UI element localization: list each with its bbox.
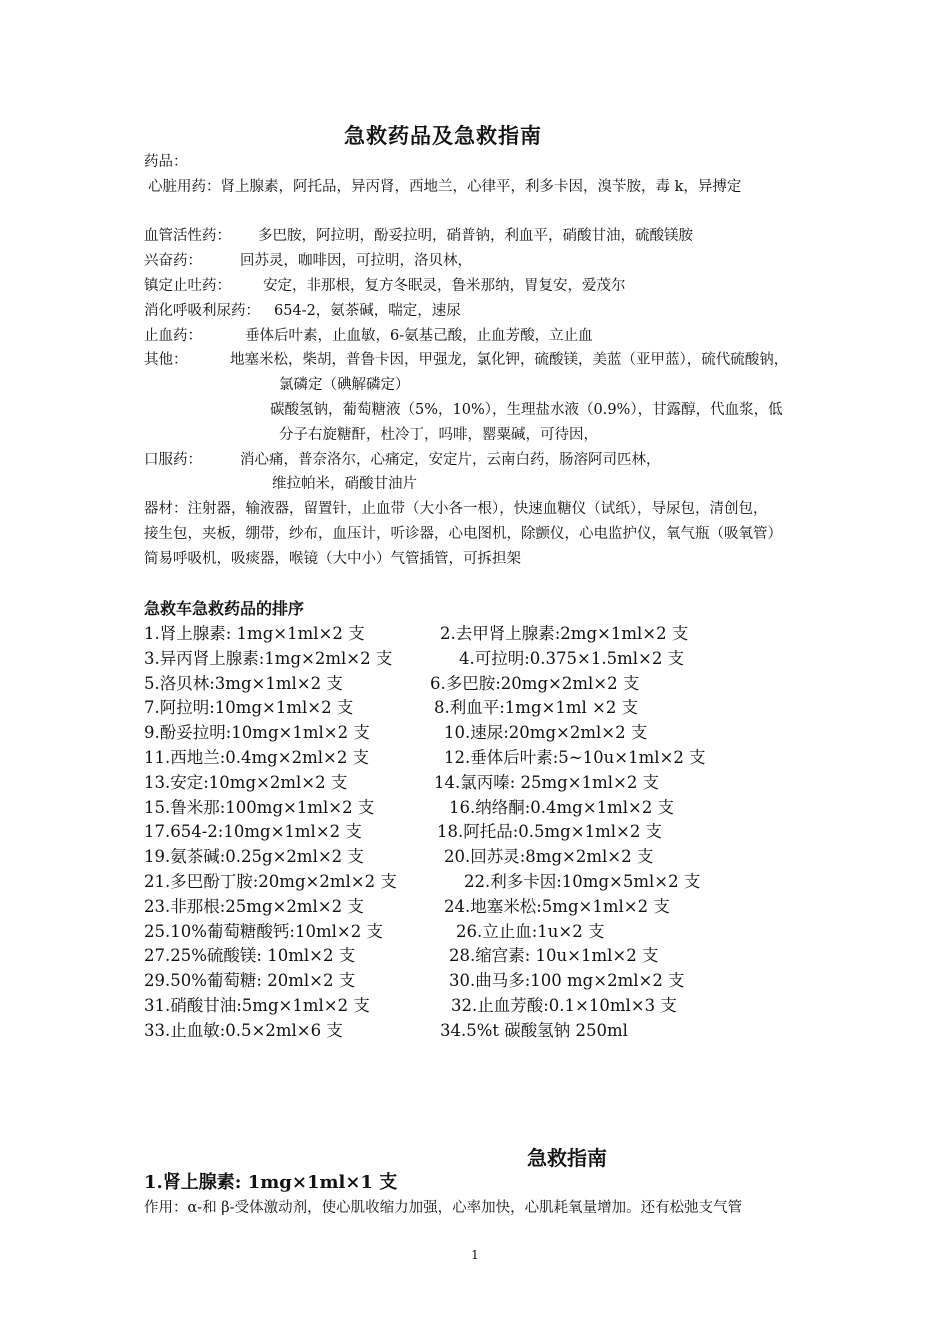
guide-item-usage: 作用：α-和 β-受体激动剂，使心肌收缩力加强，心率加快，心肌耗氧量增加。还有松弛支气管: [144, 1200, 743, 1216]
category-label: 镇定止吐药：: [144, 277, 231, 294]
category-vasoactive: [144, 224, 783, 249]
category-hemostatic: [144, 324, 783, 349]
page-number: 1: [471, 1248, 479, 1262]
cart-item: 28.缩宫素: 10u×1ml×2 支: [449, 946, 659, 966]
cart-item: 16.纳络酮:0.4mg×1ml×2 支: [449, 797, 675, 817]
cart-item: 34.5%t 碳酸氢钠 250ml: [440, 1020, 628, 1040]
cart-item: 24.地塞米松:5mg×1ml×2 支: [444, 896, 670, 916]
category-value: 多巴胺，阿拉明，酚妥拉明，硝普钠，利血平，硝酸甘油，硫酸镁胺: [258, 228, 693, 245]
cart-item: 31.硝酸甘油:5mg×1ml×2 支: [144, 995, 370, 1015]
category-label: 兴奋药：: [144, 253, 202, 270]
cart-item: 33.止血敏:0.5×2ml×6 支: [144, 1020, 343, 1040]
cart-item: 9.酚妥拉明:10mg×1ml×2 支: [144, 723, 370, 743]
category-label: 止血药：: [144, 327, 202, 344]
cart-item: 3.异丙肾上腺素:1mg×2ml×2 支: [144, 648, 393, 668]
cart-item: 25.10%葡萄糖酸钙:10ml×2 支: [144, 921, 383, 941]
cart-item: 22.利多卡因:10mg×5ml×2 支: [464, 871, 701, 891]
guide-title: 急救指南: [527, 1146, 607, 1170]
cart-item: 21.多巴酚丁胺:20mg×2ml×2 支: [144, 871, 397, 891]
category-stimulant: [144, 249, 783, 274]
category-value: 地塞米松，柴胡，普鲁卡因，甲强龙，氯化钾，硫酸镁，美蓝（亚甲蓝），硫代硫酸钠，: [230, 352, 789, 369]
equipment-line: 器材：注射器，输液器，留置针，止血带（大小各一根），快速血糖仪（试纸），导尿包，清创包，: [144, 501, 768, 518]
cardiac-drugs: 心脏用药：肾上腺素，阿托品，异丙肾，西地兰，心律平，利多卡因，溴苄胺，毒 k，异搏定: [148, 178, 742, 195]
category-value: 垂体后叶素，止血敏，6-氨基己酸，止血芳酸，立止血: [245, 327, 593, 344]
cart-item: 26.立止血:1u×2 支: [456, 921, 605, 941]
cart-item: 17.654-2:10mg×1ml×2 支: [144, 822, 362, 842]
category-label: 血管活性药：: [144, 228, 231, 245]
oral-continuation: 维拉帕米，硝酸甘油片: [272, 476, 417, 493]
cart-item: 30.曲马多:100 mg×2ml×2 支: [449, 971, 685, 991]
cart-item: 8.利血平:1mg×1ml ×2 支: [434, 698, 639, 718]
equipment-line: 接生包，夹板，绷带，纱布，血压计，听诊器，心电图机，除颤仪，心电监护仪，氧气瓶（吸氧管）: [144, 525, 782, 542]
cart-item: 4.可拉明:0.375×1.5ml×2 支: [459, 648, 685, 668]
equipment-line: 简易呼吸机，吸痰器，喉镜（大中小）气管插管，可拆担架: [144, 550, 521, 567]
cart-item: 18.阿托品:0.5mg×1ml×2 支: [437, 822, 663, 842]
drugs-label: 药品：: [144, 154, 188, 170]
cart-item: 13.安定:10mg×2ml×2 支: [144, 772, 348, 792]
cart-heading: 急救车急救药品的排序: [144, 599, 305, 618]
cart-item: 10.速尿:20mg×2ml×2 支: [444, 723, 648, 743]
cart-item: 23.非那根:25mg×2ml×2 支: [144, 896, 364, 916]
category-label: 口服药：: [144, 451, 202, 468]
other-continuation: 碳酸氢钠，葡萄糖液（5%，10%），生理盐水液（0.9%），甘露醇，代血浆，低: [270, 401, 783, 418]
cart-item: 1.肾上腺素: 1mg×1ml×2 支: [144, 624, 365, 643]
page-title: 急救药品及急救指南: [344, 123, 542, 148]
cart-item: 12.垂体后叶素:5~10u×1ml×2 支: [444, 747, 706, 767]
blank-line: [144, 200, 783, 225]
category-value: 消心痛，普奈洛尔，心痛定，安定片，云南白药，肠溶阿司匹林，: [240, 451, 661, 468]
cart-item: 19.氨茶碱:0.25g×2ml×2 支: [144, 847, 364, 867]
drug-list-section: [144, 150, 789, 572]
cart-item: 11.西地兰:0.4mg×2ml×2 支: [144, 747, 370, 767]
cart-item: 27.25%硫酸镁: 10ml×2 支: [144, 946, 356, 966]
cart-item: 7.阿拉明:10mg×1ml×2 支: [144, 698, 354, 718]
category-sedative: [144, 274, 783, 299]
category-value: 安定，非那根，复方冬眠灵，鲁米那纳，胃复安，爱茂尔: [263, 277, 626, 294]
cart-item: 5.洛贝林:3mg×1ml×2 支: [144, 673, 343, 693]
category-label: 消化呼吸利尿药：: [144, 302, 260, 319]
cart-item: 20.回苏灵:8mg×2ml×2 支: [444, 847, 654, 867]
category-value: 654-2，氨茶碱，喘定，速尿: [274, 302, 461, 319]
category-oral: [144, 448, 783, 473]
category-other: [144, 348, 789, 373]
cart-item: 32.止血芳酸:0.1×10ml×3 支: [451, 995, 677, 1015]
cart-item: 6.多巴胺:20mg×2ml×2 支: [430, 673, 640, 693]
other-continuation: 氯磷定（碘解磷定）: [279, 377, 410, 394]
category-value: 回苏灵，咖啡因，可拉明，洛贝林，: [240, 253, 472, 270]
cart-item: 14.氯丙嗪: 25mg×1ml×2 支: [434, 772, 660, 792]
cart-item: 29.50%葡萄糖: 20ml×2 支: [144, 971, 356, 991]
other-continuation: 分子右旋糖酐，杜冷丁，吗啡，罂粟碱，可待因，: [279, 426, 598, 443]
cart-item: 15.鲁米那:100mg×1ml×2 支: [144, 797, 375, 817]
category-label: 其他：: [144, 352, 188, 369]
category-digestive: [144, 299, 783, 324]
guide-item-title: 1.肾上腺素: 1mg×1ml×1 支: [144, 1172, 398, 1193]
cart-item: 2.去甲肾上腺素:2mg×1ml×2 支: [440, 624, 689, 643]
